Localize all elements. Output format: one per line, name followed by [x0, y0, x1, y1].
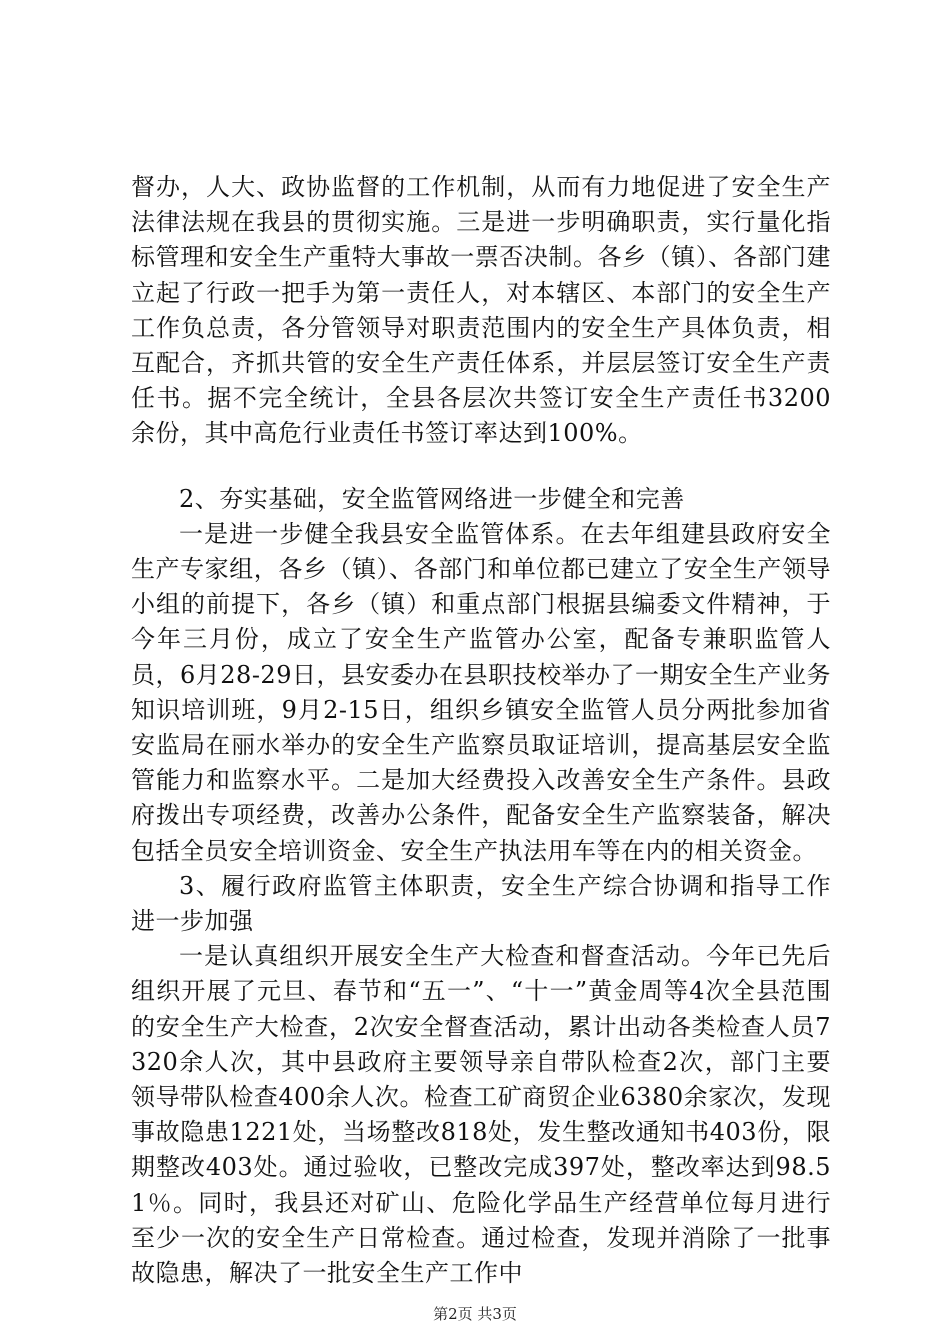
paragraph-inspections: 一是认真组织开展安全生产大检查和督查活动。今年已先后组织开展了元旦、春节和“五一”、“十一”黄金周等4次全县范围的安全生产大检查，2次安全督查活动，累计出动各类检查人员7320余人次，其中县政府主要领导亲自带队检查2次，部门主要领导带队检查400余人次。检查工矿商贸企业6380余家次，发现事故隐患1221处，当场整改818处，发生整改通知书403份，限期整改403处。通过验收，已整改完成397处，整改率达到98.51％。同时，我县还对矿山、危险化学品生产经营单位每月进行至少一次的安全生产日常检查。通过检查，发现并消除了一批事故隐患，解决了一批安全生产工作中 [131, 942, 831, 1288]
paragraph-supervision-network: 一是进一步健全我县安全监管体系。在去年组建县政府安全生产专家组，各乡（镇）、各部门和单位都已建立了安全生产领导小组的前提下，各乡（镇）和重点部门根据县编委文件精神，于今年三月份，成立了安全生产监管办公室，配备专兼职监管人员，6月28-29日，县安委办在县职技校举办了一期安全生产业务知识培训班，9月2-15日，组织乡镇安全监管人员分两批参加省安监局在丽水举办的安全生产监察员取证培训，提高基层安全监管能力和监察水平。二是加大经费投入改善安全生产条件。县政府拨出专项经费，改善办公条件，配备安全生产监察装备，解决包括全员安全培训资金、安全生产执法用车等在内的相关资金。 [131, 519, 831, 865]
paragraph-responsibility: 督办，人大、政协监督的工作机制，从而有力地促进了安全生产法律法规在我县的贯彻实施。三是进一步明确职责，实行量化指标管理和安全生产重特大事故一票否决制。各乡（镇）、各部门建立起了行政一把手为第一责任人，对本辖区、本部门的安全生产工作负总责，各分管领导对职责范围内的安全生产具体负责，相互配合，齐抓共管的安全生产责任体系，并层层签订安全生产责任书。据不完全统计，全县各层次共签订安全生产责任书3200余份，其中高危行业责任书签订率达到100%。 [131, 173, 831, 448]
section-heading-3: 3、履行政府监管主体职责，安全生产综合协调和指导工作进一步加强 [131, 871, 831, 936]
document-body [131, 170, 831, 1291]
section-heading-2: 2、夯实基础，安全监管网络进一步健全和完善 [179, 484, 685, 513]
page-number-footer: 第2页 共3页 [433, 1305, 517, 1323]
paragraph-gap [131, 452, 831, 482]
